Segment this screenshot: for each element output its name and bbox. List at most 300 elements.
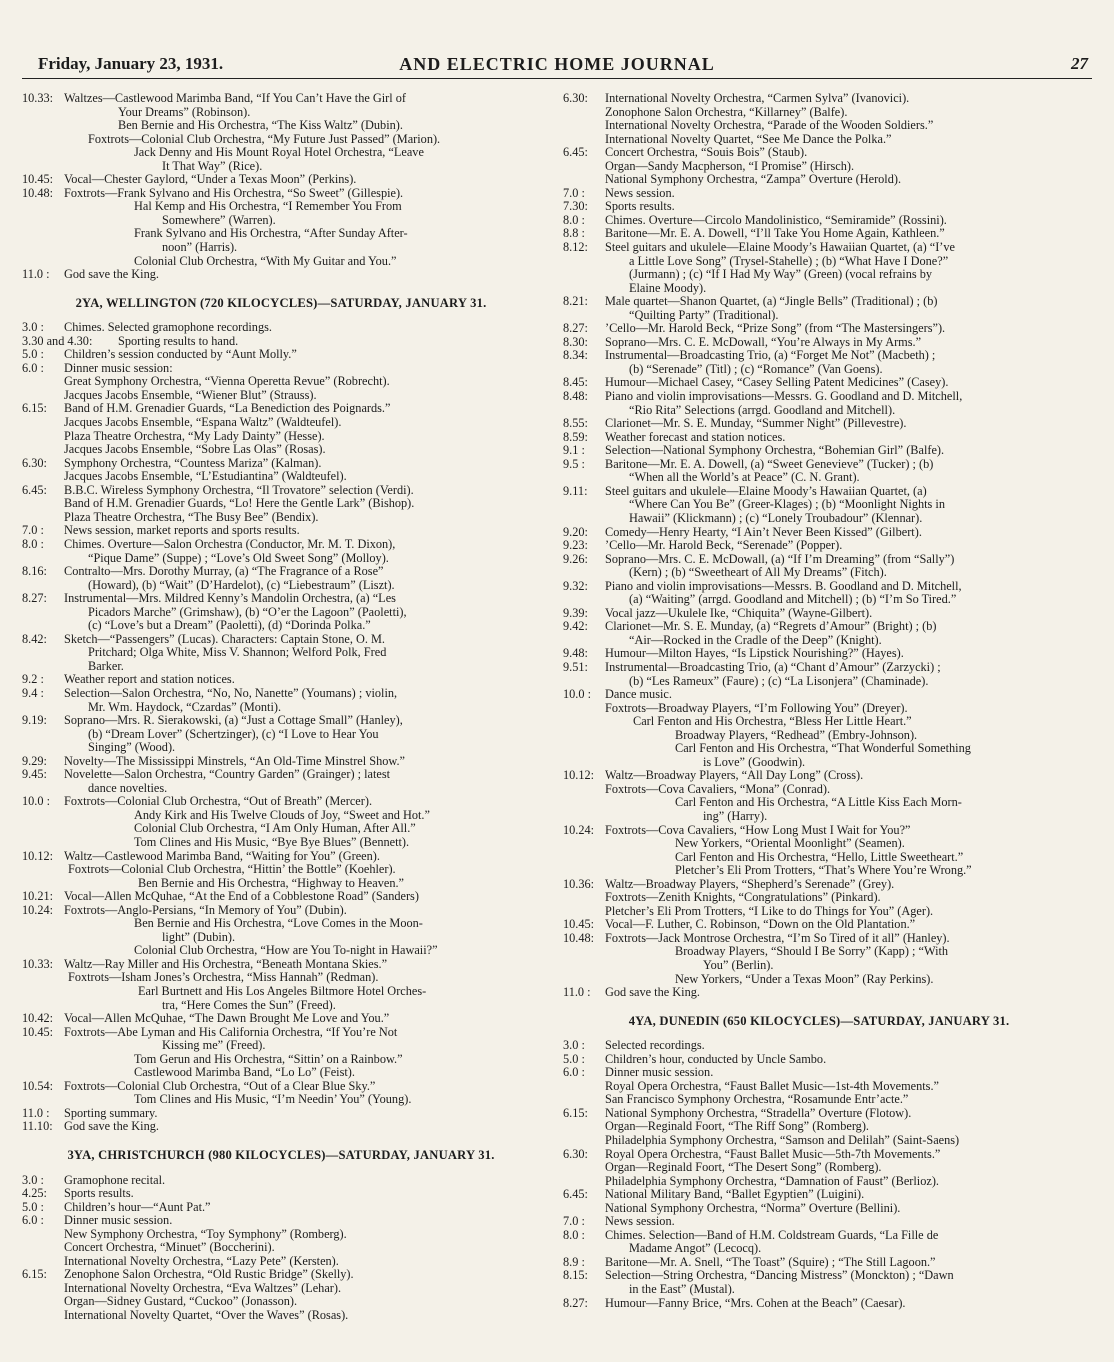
programme-text bbox=[64, 1187, 540, 1201]
programme-line: Instrumental—Broadcasting Trio, (a) “Chant d’Amour” (Zarzycki) ; bbox=[605, 659, 941, 674]
programme-text bbox=[64, 1174, 540, 1188]
programme-text bbox=[64, 1107, 540, 1121]
programme-text bbox=[64, 687, 540, 714]
programme-line: Sports results. bbox=[605, 199, 675, 214]
programme-line: Your Dreams” (Robinson). bbox=[118, 104, 251, 119]
programme-text bbox=[64, 348, 540, 362]
programme-text bbox=[605, 526, 1075, 540]
programme-time: 11.0 : bbox=[563, 985, 591, 1000]
programme-line: “Air—Rocked in the Cradle of the Deep” (Knight). bbox=[629, 632, 882, 647]
programme-line: “Pique Dame” (Suppe) ; “Love’s Old Sweet Song” (Molloy). bbox=[88, 550, 389, 565]
programme-entry bbox=[22, 1012, 540, 1026]
programme-text bbox=[605, 349, 1075, 376]
programme-entry bbox=[563, 526, 1075, 540]
programme-text bbox=[64, 402, 540, 456]
programme-line: tra, “Here Comes the Sun” (Freed). bbox=[162, 997, 336, 1012]
programme-time: 8.12: bbox=[563, 240, 588, 255]
programme-line: Organ—Sandy Macpherson, “I Promise” (Hirsch). bbox=[605, 158, 855, 173]
programme-line: Foxtrots—Colonial Club Orchestra, “Hittin’ the Bottle” (Koehler). bbox=[68, 862, 396, 877]
programme-entry bbox=[22, 362, 540, 403]
programme-text bbox=[605, 214, 1075, 228]
programme-line: It That Way” (Rice). bbox=[162, 158, 263, 173]
programme-line: (Howard), (b) “Wait” (D’Hardelot), (c) “Liebestraum” (Liszt). bbox=[88, 577, 395, 592]
programme-line: National Symphony Orchestra, “Zampa” Overture (Herold). bbox=[605, 172, 902, 187]
programme-time: 8.27: bbox=[563, 321, 588, 336]
programme-text bbox=[64, 133, 540, 174]
programme-entry bbox=[22, 565, 540, 592]
programme-line: News session. bbox=[605, 185, 675, 200]
programme-text bbox=[64, 1120, 540, 1134]
programme-time: 5.0 : bbox=[22, 1199, 44, 1214]
programme-text bbox=[605, 485, 1075, 526]
programme-entry bbox=[563, 1148, 1075, 1189]
programme-time: 9.39: bbox=[563, 605, 588, 620]
programme-line: noon” (Harris). bbox=[162, 240, 238, 255]
programme-text bbox=[605, 322, 1075, 336]
programme-time: 6.30: bbox=[563, 91, 588, 105]
programme-entry bbox=[22, 1201, 540, 1215]
programme-line: Pletcher’s Eli Prom Trotters, “That’s Where You’re Wrong.” bbox=[675, 863, 972, 878]
programme-line: Colonial Club Orchestra, “With My Guitar and You.” bbox=[134, 253, 397, 268]
programme-time: 10.54: bbox=[22, 1078, 54, 1093]
programme-entry bbox=[22, 268, 540, 282]
programme-line: Humour—Michael Casey, “Casey Selling Patent Medicines” (Casey). bbox=[605, 375, 949, 390]
programme-line: Vocal—Allen McQuhae, “At the End of a Cobblestone Road” (Sanders) bbox=[64, 889, 419, 904]
programme-time: 6.0 : bbox=[22, 360, 44, 375]
programme-time: 9.4 : bbox=[22, 685, 44, 700]
programme-line: B.B.C. Wireless Symphony Orchestra, “Il Trovatore” selection (Verdi). bbox=[64, 482, 414, 497]
programme-line: Selection—National Symphony Orchestra, “Bohemian Girl” (Balfe). bbox=[605, 443, 945, 458]
programme-text bbox=[64, 850, 540, 891]
programme-entry bbox=[22, 673, 540, 687]
programme-entry bbox=[22, 1107, 540, 1121]
programme-line: Ben Bernie and His Orchestra, “Love Comes in the Moon- bbox=[134, 916, 423, 931]
programme-line: God save the King. bbox=[64, 1119, 159, 1134]
programme-line: Waltz—Broadway Players, “All Day Long” (Cross). bbox=[605, 768, 864, 783]
right-column bbox=[563, 92, 1075, 1310]
programme-line: Tom Gerun and His Orchestra, “Sittin’ on a Rainbow.” bbox=[134, 1051, 403, 1066]
programme-line: Soprano—Mrs. R. Sierakowski, (a) “Just a Cottage Small” (Hanley), bbox=[64, 713, 403, 728]
programme-line: Foxtrots—Zenith Knights, “Congratulations” (Pinkard). bbox=[605, 890, 881, 905]
programme-line: New Yorkers, “Under a Texas Moon” (Ray Perkins). bbox=[675, 971, 934, 986]
programme-line: National Symphony Orchestra, “Stradella” Overture (Flotow). bbox=[605, 1105, 912, 1120]
programme-entry bbox=[22, 687, 540, 714]
programme-line: New Symphony Orchestra, “Toy Symphony” (Romberg). bbox=[64, 1226, 347, 1241]
programme-line: Baritone—Mr. E. A. Dowell, (a) “Sweet Genevieve” (Tucker) ; (b) bbox=[605, 456, 934, 471]
programme-line: Zonophone Salon Orchestra, “Killarney” (Balfe). bbox=[605, 104, 848, 119]
programme-entry bbox=[22, 592, 540, 633]
programme-line: Dance music. bbox=[605, 687, 672, 702]
programme-text bbox=[64, 362, 540, 403]
programme-line: Philadelphia Symphony Orchestra, “Samson and Delilah” (Saint-Saens) bbox=[605, 1133, 960, 1148]
programme-time: 8.55: bbox=[563, 416, 588, 431]
programme-time: 8.45: bbox=[563, 375, 588, 390]
programme-line: Chimes. Overture—Salon Orchestra (Conductor, Mr. M. T. Dixon), bbox=[64, 536, 396, 551]
programme-entry bbox=[22, 133, 540, 174]
programme-entry bbox=[563, 647, 1075, 661]
programme-line: News session. bbox=[605, 1214, 675, 1229]
programme-line: Sporting summary. bbox=[64, 1105, 158, 1120]
programme-line: International Novelty Orchestra, “Parade of the Wooden Soldiers.” bbox=[605, 118, 934, 133]
programme-text bbox=[605, 1066, 1075, 1107]
programme-line: Concert Orchestra, “Minuet” (Boccherini). bbox=[64, 1240, 275, 1255]
programme-line: (b) “Les Rameux” (Faure) ; (c) “La Lisonjera” (Chaminade). bbox=[629, 673, 929, 688]
programme-entry bbox=[563, 227, 1075, 241]
programme-text bbox=[605, 1107, 1075, 1148]
programme-entry bbox=[563, 580, 1075, 607]
programme-line: International Novelty Orchestra, “Eva Waltzes” (Lehar). bbox=[64, 1280, 342, 1295]
programme-line: Foxtrots—Colonial Club Orchestra, “Out of a Clear Blue Sky.” bbox=[64, 1078, 376, 1093]
programme-line: Mr. Wm. Haydock, “Czardas” (Monti). bbox=[88, 699, 282, 714]
programme-entry bbox=[22, 348, 540, 362]
programme-text bbox=[605, 187, 1075, 201]
programme-entry bbox=[563, 1039, 1075, 1053]
programme-text bbox=[64, 1026, 540, 1080]
programme-line: Castlewood Marimba Band, “Lo Lo” (Feist). bbox=[134, 1065, 355, 1080]
programme-text bbox=[64, 673, 540, 687]
programme-line: Zenophone Salon Orchestra, “Old Rustic Bridge” (Skelly). bbox=[64, 1267, 354, 1282]
programme-line: Organ—Sidney Gustard, “Cuckoo” (Jonasson). bbox=[64, 1294, 298, 1309]
programme-line: “Where Can You Be” (Greer-Klages) ; (b) “Moonlight Nights in bbox=[629, 497, 945, 512]
programme-text bbox=[605, 661, 1075, 688]
programme-text bbox=[605, 241, 1075, 295]
programme-line: (b) “Serenade” (Titl) ; (c) “Romance” (Van Goens). bbox=[629, 361, 883, 376]
programme-time: 6.0 : bbox=[22, 1213, 44, 1228]
programme-text bbox=[64, 904, 540, 958]
programme-time: 10.45: bbox=[22, 1024, 54, 1039]
programme-entry bbox=[563, 1215, 1075, 1229]
programme-text bbox=[64, 524, 540, 538]
programme-entry bbox=[563, 1066, 1075, 1107]
programme-time: 9.23: bbox=[563, 538, 588, 553]
programme-text bbox=[64, 1080, 540, 1107]
programme-line: Pletcher’s Eli Prom Trotters, “I Like to do Things for You” (Ager). bbox=[605, 903, 934, 918]
programme-time: 8.27: bbox=[563, 1295, 588, 1310]
programme-text bbox=[64, 1012, 540, 1026]
programme-time: 6.0 : bbox=[563, 1065, 585, 1080]
programme-line: Pritchard; Olga White, Miss V. Shannon; Welford Polk, Fred bbox=[88, 645, 387, 660]
programme-text bbox=[605, 200, 1075, 214]
programme-text bbox=[605, 580, 1075, 607]
programme-time: 9.48: bbox=[563, 646, 588, 661]
programme-text bbox=[605, 986, 1075, 1000]
programme-entry bbox=[563, 1297, 1075, 1311]
programme-text bbox=[605, 932, 1075, 986]
programme-line: Broadway Players, “Should I Be Sorry” (Kapp) ; “With bbox=[675, 944, 949, 959]
programme-line: ’Cello—Mr. Harold Beck, “Prize Song” (from “The Mastersingers”). bbox=[605, 321, 946, 336]
programme-entry bbox=[563, 92, 1075, 146]
programme-line: Andy Kirk and His Twelve Clouds of Joy, “Sweet and Hot.” bbox=[134, 807, 430, 822]
programme-line: Waltzes—Castlewood Marimba Band, “If You Can’t Have the Girl of bbox=[64, 91, 407, 105]
programme-time bbox=[22, 133, 64, 174]
programme-line: Kissing me” (Freed). bbox=[162, 1038, 266, 1053]
programme-text bbox=[64, 768, 540, 795]
programme-text bbox=[605, 1215, 1075, 1229]
programme-line: Great Symphony Orchestra, “Vienna Operetta Revue” (Robrecht). bbox=[64, 374, 390, 389]
programme-time: 7.0 : bbox=[22, 523, 44, 538]
left-column bbox=[22, 92, 540, 1323]
programme-time: 3.0 : bbox=[22, 320, 44, 335]
programme-entry bbox=[22, 321, 540, 335]
programme-line: (a) “Waiting” (arrgd. Goodland and Mitchell) ; (b) “I’m So Tired.” bbox=[629, 592, 957, 607]
programme-entry bbox=[22, 524, 540, 538]
programme-entry bbox=[563, 444, 1075, 458]
programme-line: (Kern) ; (b) “Sweetheart of All My Dreams” (Fitch). bbox=[629, 565, 887, 580]
programme-line: Waltz—Ray Miller and His Orchestra, “Beneath Montana Skies.” bbox=[64, 956, 388, 971]
programme-line: International Novelty Quartet, “See Me Dance the Polka.” bbox=[605, 131, 892, 146]
programme-entry bbox=[22, 850, 540, 891]
programme-line: Children’s hour—“Aunt Pat.” bbox=[64, 1199, 211, 1214]
programme-text bbox=[64, 633, 540, 674]
programme-time: 6.30: bbox=[563, 1146, 588, 1161]
programme-line: International Novelty Orchestra, “Lazy Pete” (Kersten). bbox=[64, 1253, 339, 1268]
programme-entry bbox=[563, 431, 1075, 445]
programme-time: 8.21: bbox=[563, 294, 588, 309]
programme-time: 7.0 : bbox=[563, 1214, 585, 1229]
programme-line: International Novelty Orchestra, “Carmen Sylva” (Ivanovici). bbox=[605, 91, 910, 105]
programme-line: Comedy—Henry Hearty, “I Ain’t Never Been Kissed” (Gilbert). bbox=[605, 524, 922, 539]
programme-time: 8.27: bbox=[22, 591, 47, 606]
programme-line: Concert Orchestra, “Souis Bois” (Staub). bbox=[605, 145, 808, 160]
programme-text bbox=[605, 620, 1075, 647]
programme-line: Foxtrots—Anglo-Persians, “In Memory of You” (Dubin). bbox=[64, 902, 347, 917]
programme-line: Soprano—Mrs. C. E. McDowall, (a) “If I’m Dreaming” (from “Sally”) bbox=[605, 551, 955, 566]
programme-line: Foxtrots—Colonial Club Orchestra, “My Future Just Passed” (Marion). bbox=[88, 131, 441, 146]
programme-line: Steel guitars and ukulele—Elaine Moody’s Hawaiian Quartet, (a) bbox=[605, 483, 927, 498]
programme-line: Jacques Jacobs Ensemble, “L’Estudiantina” (Waldteufel). bbox=[64, 469, 347, 484]
programme-entry bbox=[22, 1214, 540, 1268]
programme-line: Foxtrots—Isham Jones’s Orchestra, “Miss Hannah” (Redman). bbox=[68, 970, 379, 985]
programme-time: 10.21: bbox=[22, 889, 54, 904]
programme-line: in the East” (Mustal). bbox=[629, 1282, 735, 1297]
station-heading: 2YA, WELLINGTON (720 KILOCYCLES)—SATURDAY, JANUARY 31. bbox=[75, 295, 487, 310]
programme-text bbox=[605, 444, 1075, 458]
programme-entry bbox=[22, 92, 540, 133]
programme-line: Foxtrots—Jack Montrose Orchestra, “I’m So Tired of it all” (Hanley). bbox=[605, 930, 950, 945]
programme-line: Foxtrots—Broadway Players, “I’m Following You” (Dreyer). bbox=[605, 700, 908, 715]
programme-time: 7.30: bbox=[563, 199, 588, 214]
programme-line: Humour—Fanny Brice, “Mrs. Cohen at the Beach” (Caesar). bbox=[605, 1295, 906, 1310]
programme-line: Tom Clines and His Music, “Bye Bye Blues” (Bennett). bbox=[134, 834, 410, 849]
programme-line: “When all the World’s at Peace” (C. N. Grant). bbox=[629, 470, 860, 485]
programme-line: Hal Kemp and His Orchestra, “I Remember You From bbox=[134, 199, 402, 214]
programme-line: Gramophone recital. bbox=[64, 1172, 166, 1187]
header-title: AND ELECTRIC HOME JOURNAL bbox=[399, 54, 715, 74]
programme-entry bbox=[22, 335, 540, 349]
programme-entry bbox=[563, 1256, 1075, 1270]
programme-text bbox=[605, 376, 1075, 390]
programme-line: Sporting results to hand. bbox=[118, 333, 239, 348]
programme-entry bbox=[563, 390, 1075, 417]
programme-time: 10.24: bbox=[22, 902, 54, 917]
programme-entry bbox=[563, 769, 1075, 823]
programme-time: 6.15: bbox=[22, 401, 47, 416]
programme-entry bbox=[22, 795, 540, 849]
programme-entry bbox=[563, 1188, 1075, 1215]
programme-line: Foxtrots—Frank Sylvano and His Orchestra, “So Sweet” (Gillespie). bbox=[64, 185, 404, 200]
programme-text bbox=[605, 1039, 1075, 1053]
programme-time: 9.20: bbox=[563, 524, 588, 539]
programme-entry bbox=[563, 1229, 1075, 1256]
programme-text bbox=[605, 227, 1075, 241]
programme-text bbox=[605, 1256, 1075, 1270]
programme-line: Steel guitars and ukulele—Elaine Moody’s Hawaiian Quartet, (a) “I’ve bbox=[605, 240, 955, 255]
programme-line: Selection—Salon Orchestra, “No, No, Nanette” (Youmans) ; violin, bbox=[64, 685, 398, 700]
programme-line: Clarionet—Mr. S. E. Munday, “Summer Night” (Pillevestre). bbox=[605, 416, 907, 431]
programme-entry bbox=[22, 187, 540, 268]
programme-text bbox=[605, 417, 1075, 431]
programme-time: 9.26: bbox=[563, 551, 588, 566]
programme-text bbox=[64, 173, 540, 187]
programme-text bbox=[64, 755, 540, 769]
programme-time: 5.0 : bbox=[563, 1051, 585, 1066]
programme-line: Waltz—Castlewood Marimba Band, “Waiting for You” (Green). bbox=[64, 848, 380, 863]
programme-entry bbox=[22, 958, 540, 1012]
programme-text bbox=[605, 458, 1075, 485]
programme-entry bbox=[563, 824, 1075, 878]
programme-entry bbox=[22, 633, 540, 674]
programme-entry bbox=[563, 986, 1075, 1000]
programme-time: 8.42: bbox=[22, 631, 47, 646]
programme-line: Dinner music session. bbox=[605, 1065, 714, 1080]
programme-time: 8.9 : bbox=[563, 1254, 585, 1269]
programme-entry bbox=[563, 146, 1075, 187]
programme-text bbox=[605, 688, 1075, 769]
programme-entry bbox=[563, 485, 1075, 526]
programme-text bbox=[605, 878, 1075, 919]
programme-line: Children’s hour, conducted by Uncle Sambo. bbox=[605, 1051, 827, 1066]
programme-line: God save the King. bbox=[64, 267, 159, 282]
programme-entry bbox=[563, 336, 1075, 350]
programme-entry bbox=[22, 890, 540, 904]
programme-line: Waltz—Broadway Players, “Shepherd’s Serenade” (Grey). bbox=[605, 876, 895, 891]
programme-text bbox=[605, 553, 1075, 580]
programme-entry bbox=[563, 322, 1075, 336]
programme-time: 10.42: bbox=[22, 1011, 54, 1026]
programme-entry bbox=[563, 878, 1075, 919]
programme-time: 6.45: bbox=[563, 145, 588, 160]
programme-line: Band of H.M. Grenadier Guards, “Lo! Here the Gentle Lark” (Bishop). bbox=[64, 496, 415, 511]
programme-line: Foxtrots—Cova Cavaliers, “How Long Must I Wait for You?” bbox=[605, 822, 911, 837]
programme-line: Madame Angot” (Lecocq). bbox=[629, 1241, 762, 1256]
programme-line: You” (Berlin). bbox=[703, 958, 774, 972]
programme-entry bbox=[22, 1120, 540, 1134]
programme-time: 10.33: bbox=[22, 91, 54, 105]
programme-text bbox=[605, 1148, 1075, 1189]
programme-line: God save the King. bbox=[605, 985, 700, 1000]
programme-time: 11.0 : bbox=[22, 1105, 50, 1120]
programme-line: Baritone—Mr. A. Snell, “The Toast” (Squire) ; “The Still Lagoon.” bbox=[605, 1254, 936, 1269]
programme-text bbox=[64, 187, 540, 268]
programme-line: Jacques Jacobs Ensemble, “Espana Waltz” (Waldteufel). bbox=[64, 415, 342, 430]
programme-entry bbox=[563, 295, 1075, 322]
programme-line: Frank Sylvano and His Orchestra, “After Sunday After- bbox=[134, 226, 408, 241]
programme-text bbox=[64, 890, 540, 904]
programme-line: Colonial Club Orchestra, “I Am Only Human, After All.” bbox=[134, 821, 416, 836]
programme-text bbox=[605, 431, 1075, 445]
programme-text bbox=[605, 1053, 1075, 1067]
programme-text bbox=[64, 565, 540, 592]
programme-line: Plaza Theatre Orchestra, “My Lady Dainty” (Hesse). bbox=[64, 428, 325, 443]
programme-line: Vocal jazz—Ukulele Ike, “Chiquita” (Wayne-Gilbert). bbox=[605, 605, 873, 620]
page-number: 27 bbox=[1071, 54, 1088, 73]
programme-text bbox=[64, 958, 540, 1012]
programme-entry bbox=[563, 417, 1075, 431]
programme-line: Tom Clines and His Music, “I’m Needin’ You” (Young). bbox=[134, 1092, 412, 1107]
programme-line: Singing” (Wood). bbox=[88, 740, 176, 755]
programme-line: Selected recordings. bbox=[605, 1038, 705, 1053]
programme-line: Novelette—Salon Orchestra, “Country Garden” (Grainger) ; latest bbox=[64, 767, 391, 782]
programme-line: Symphony Orchestra, “Countess Mariza” (Kalman). bbox=[64, 455, 322, 470]
programme-time: 9.32: bbox=[563, 578, 588, 593]
programme-text bbox=[605, 390, 1075, 417]
programme-line: Male quartet—Shanon Quartet, (a) “Jingle Bells” (Traditional) ; (b) bbox=[605, 294, 938, 309]
programme-entry bbox=[22, 173, 540, 187]
programme-time: 10.36: bbox=[563, 876, 595, 891]
programme-line: “Rio Rita” Selections (arrgd. Goodland and Mitchell). bbox=[629, 402, 896, 417]
programme-line: a Little Love Song” (Trysel-Stahelle) ; (b) “What Have I Done?” bbox=[629, 253, 949, 268]
header-date: Friday, January 23, 1931. bbox=[38, 54, 224, 73]
programme-line: Carl Fenton and His Orchestra, “Hello, Little Sweetheart.” bbox=[675, 849, 964, 864]
programme-line: Band of H.M. Grenadier Guards, “La Benediction des Poignards.” bbox=[64, 401, 391, 416]
programme-time: 10.12: bbox=[563, 768, 595, 783]
programme-entry bbox=[22, 484, 540, 525]
station-heading: 4YA, DUNEDIN (650 KILOCYCLES)—SATURDAY, JANUARY 31. bbox=[628, 1013, 1010, 1028]
programme-entry bbox=[22, 1174, 540, 1188]
programme-line: Jacques Jacobs Ensemble, “Sobre Las Olas” (Rosas). bbox=[64, 442, 326, 457]
programme-line: Elaine Moody). bbox=[629, 280, 707, 295]
programme-entry bbox=[563, 1053, 1075, 1067]
programme-entry bbox=[22, 1080, 540, 1107]
programme-text bbox=[64, 1268, 540, 1322]
programme-entry bbox=[563, 241, 1075, 295]
programme-time: 3.0 : bbox=[563, 1038, 585, 1053]
programme-entry bbox=[22, 755, 540, 769]
programme-line: Sports results. bbox=[64, 1186, 134, 1201]
programme-entry bbox=[563, 688, 1075, 769]
programme-line: Carl Fenton and His Orchestra, “That Wonderful Something bbox=[675, 741, 971, 756]
programme-time: 11.10: bbox=[22, 1119, 53, 1134]
programme-entry bbox=[563, 918, 1075, 932]
programme-line: New Yorkers, “Oriental Moonlight” (Seamen). bbox=[675, 836, 905, 851]
programme-line: Organ—Reginald Foort, “The Desert Song” (Romberg). bbox=[605, 1160, 882, 1175]
programme-line: (c) “Love’s but a Dream” (Paoletti), (d) “Dorinda Polka.” bbox=[88, 618, 371, 633]
programme-line: Royal Opera Orchestra, “Faust Ballet Music—1st-4th Movements.” bbox=[605, 1078, 939, 1093]
programme-line: Dinner music session: bbox=[64, 360, 173, 375]
programme-entry bbox=[22, 904, 540, 958]
programme-line: Barker. bbox=[88, 658, 124, 673]
programme-text bbox=[605, 769, 1075, 823]
programme-entry bbox=[563, 932, 1075, 986]
programme-line: Foxtrots—Abe Lyman and His California Orchestra, “If You’re Not bbox=[64, 1024, 398, 1039]
programme-line: Weather forecast and station notices. bbox=[605, 429, 786, 444]
programme-line: (Jurmann) ; (c) “If I Had My Way” (Green) (vocal refrains by bbox=[629, 267, 932, 282]
programme-time: 10.48: bbox=[563, 930, 595, 945]
programme-text bbox=[605, 1229, 1075, 1256]
programme-line: National Symphony Orchestra, “Norma” Overture (Bellini). bbox=[605, 1200, 901, 1215]
programme-time: 9.51: bbox=[563, 659, 588, 674]
programme-line: Piano and violin improvisations—Messrs. G. Goodland and D. Mitchell, bbox=[605, 389, 963, 404]
programme-line: Chimes. Selection—Band of H.M. Coldstream Guards, “La Fille de bbox=[605, 1227, 939, 1242]
programme-time: 6.15: bbox=[563, 1105, 588, 1120]
programme-entry bbox=[22, 1026, 540, 1080]
programme-entry bbox=[563, 376, 1075, 390]
programme-text bbox=[64, 795, 540, 849]
programme-line: Instrumental—Broadcasting Trio, (a) “Forget Me Not” (Macbeth) ; bbox=[605, 348, 936, 363]
programme-time: 9.45: bbox=[22, 767, 47, 782]
programme-time: 6.45: bbox=[22, 482, 47, 497]
programme-text bbox=[605, 336, 1075, 350]
